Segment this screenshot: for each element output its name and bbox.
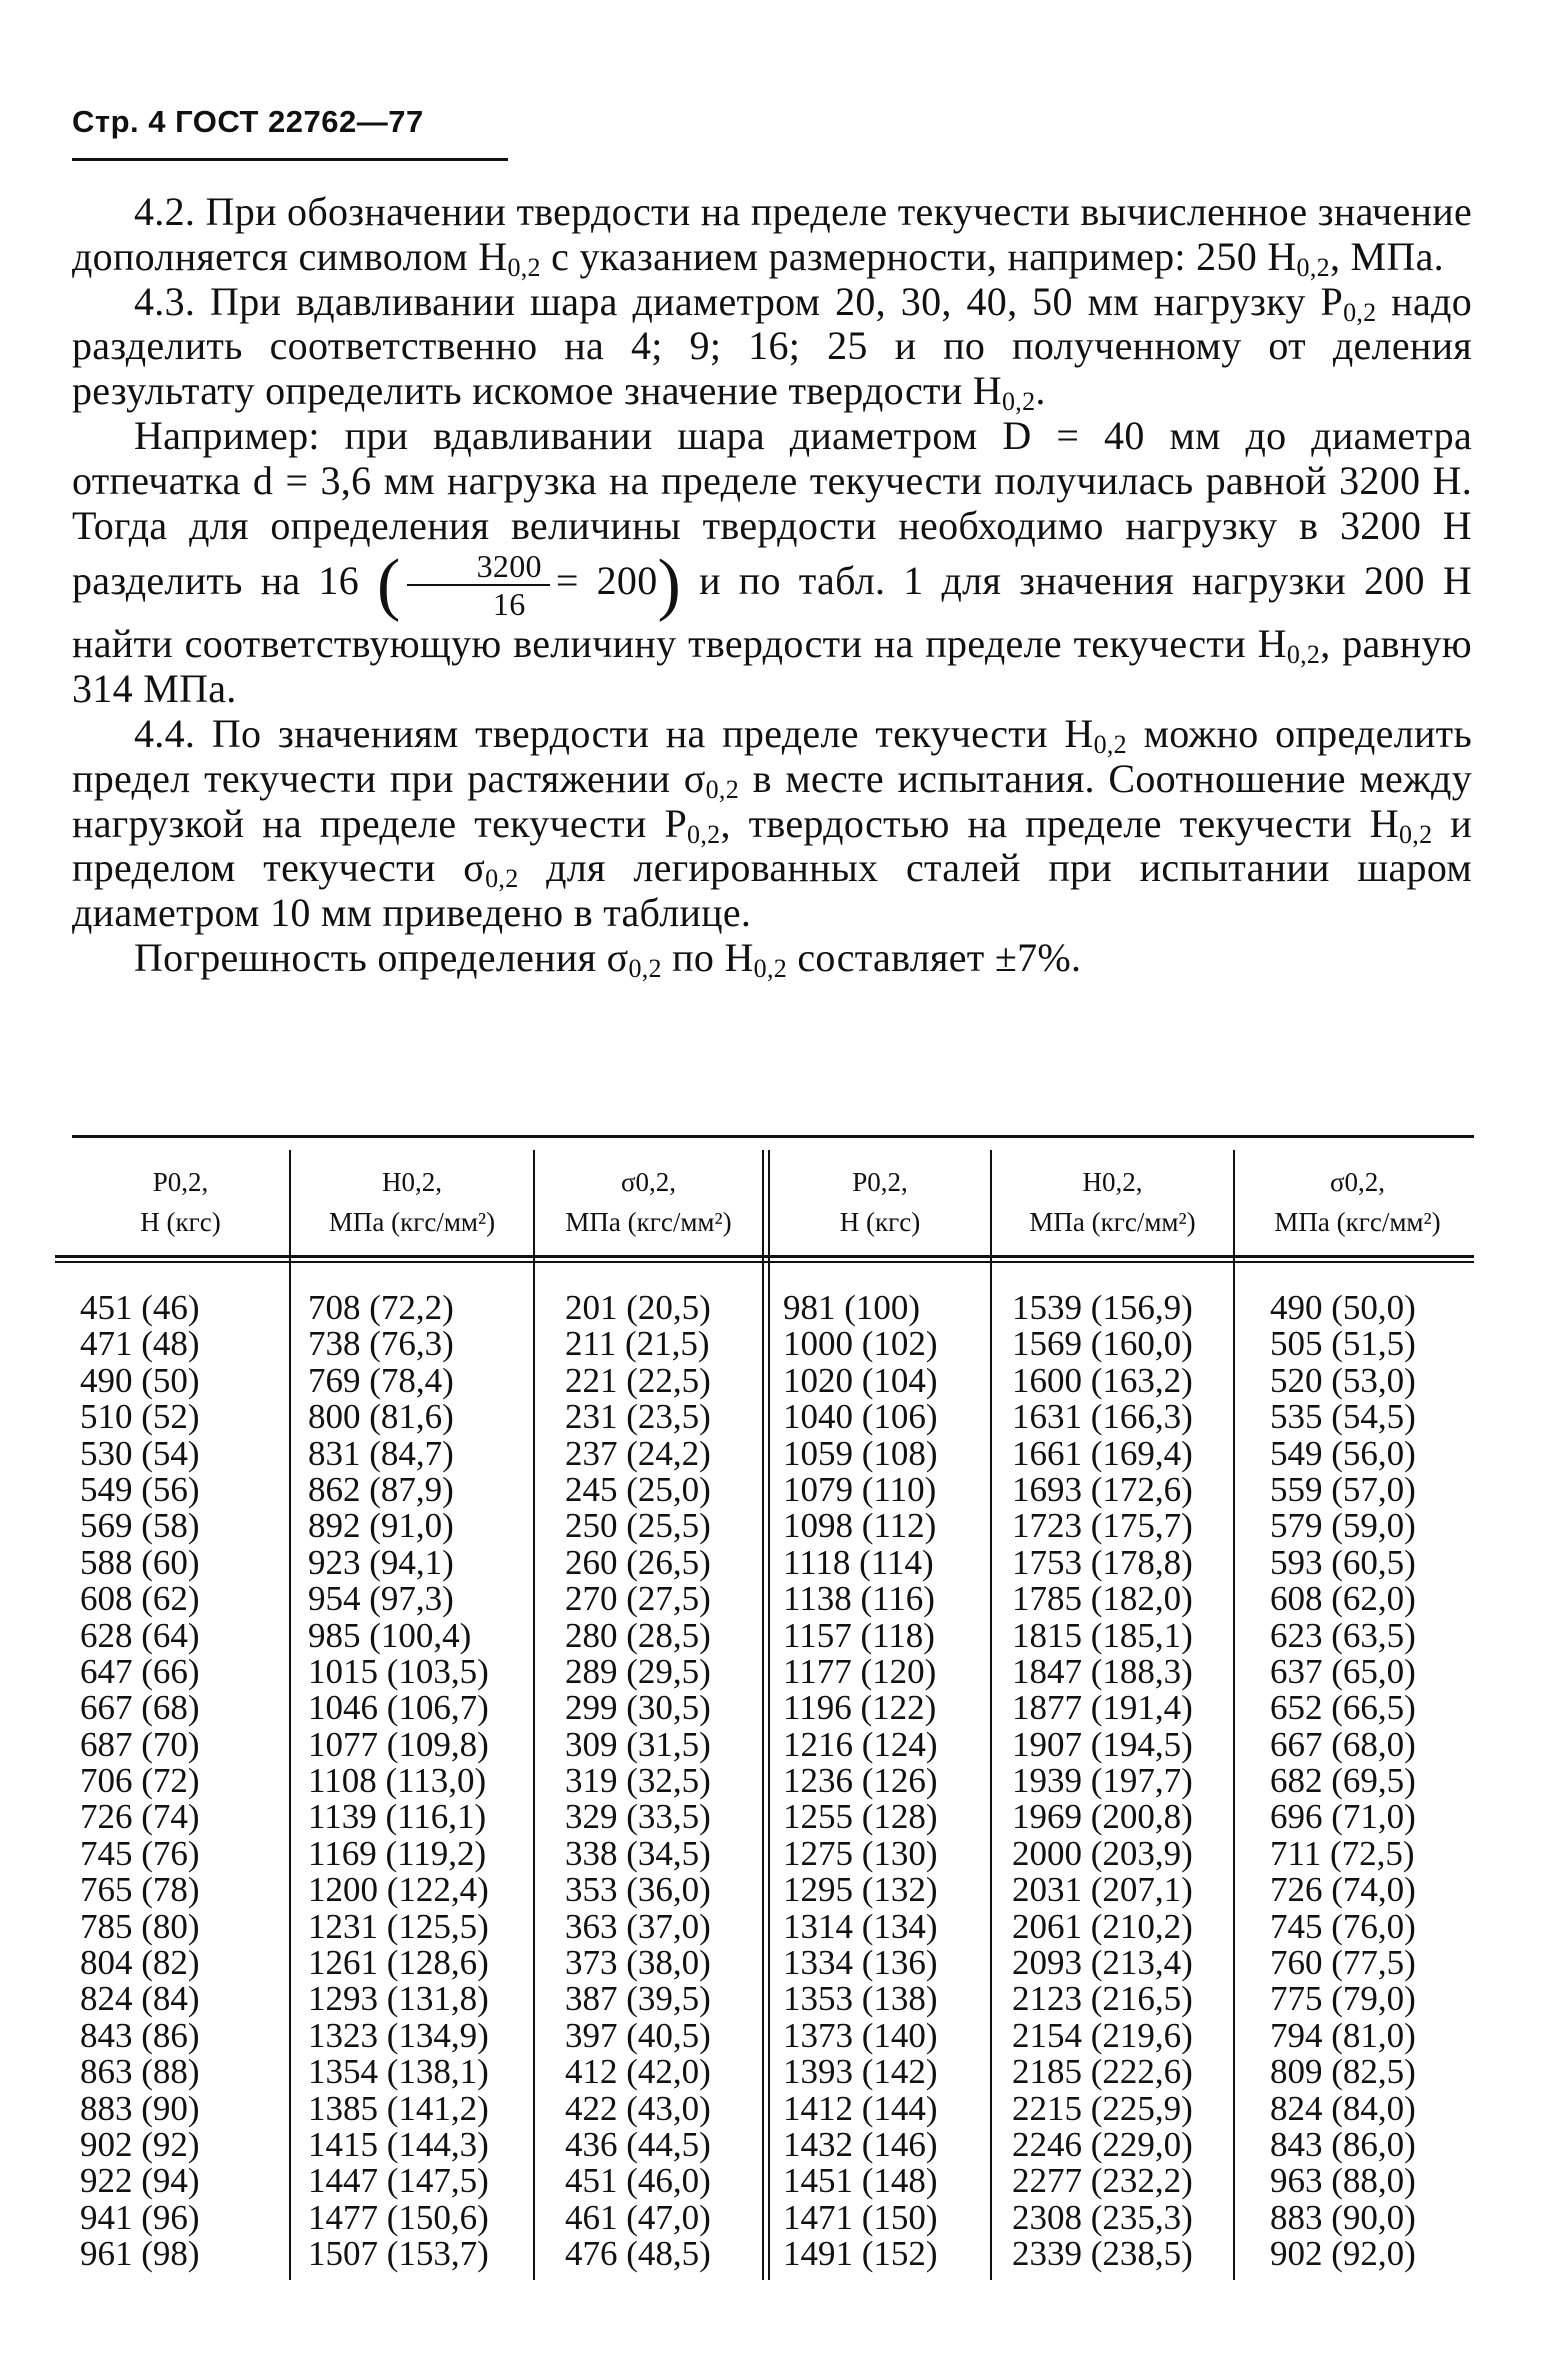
table-cell: 862 (87,9) bbox=[308, 1469, 454, 1509]
table-cell: 1631 (166,3) bbox=[1012, 1397, 1193, 1437]
paragraph-4-4: 4.4. По значениям твердости на пределе текучести $H_{0,2}$ можно определить предел текучести при растяжении $\sigma_{0,2}$ в месте испытания. Соотношение между нагрузкой на пределе текучести $P_{0,2}$, твердостью на пределе текучести $H_{0,2}$ и пределом текучести $\sigma_{0,2}$ для легированных сталей при испытании шаром диаметром 10 мм приведено в таблице. bbox=[72, 710, 1472, 936]
table-cell: 397 (40,5) bbox=[565, 2015, 711, 2055]
table-cell: 1015 (103,5) bbox=[308, 1651, 489, 1691]
table-cell: 1393 (142) bbox=[783, 2052, 938, 2092]
table-cell: 461 (47,0) bbox=[565, 2197, 711, 2237]
table-cell: 1600 (163,2) bbox=[1012, 1360, 1193, 1400]
column-divider-double bbox=[768, 1150, 770, 2280]
example-paragraph: Например: при вдавливании шара диаметром D = 40 мм до диаметра отпечатка d = 3,6 мм нагрузка на пределе текучести получилась равной 3200 Н. Тогда для определения величины твердости необходимо нагрузку в 3200 Н разделить на 16 ( $\frac{3200}{16}$ = 200) и по табл. 1 для значения нагрузки 200 Н найти соответствующую величину твердости на пределе текучести $H_{0,2}$, равную 314 МПа. bbox=[72, 412, 1473, 712]
table-cell: 549 (56) bbox=[80, 1469, 200, 1509]
table-cell: 2093 (213,4) bbox=[1012, 1943, 1193, 1983]
table-cell: 201 (20,5) bbox=[565, 1288, 711, 1327]
table-column-p02 bbox=[80, 1290, 200, 2273]
table-cell: 1079 (110) bbox=[783, 1469, 937, 1509]
table-cell: 289 (29,5) bbox=[565, 1651, 711, 1691]
header-rule bbox=[72, 158, 508, 161]
table-cell: 1373 (140) bbox=[783, 2015, 938, 2055]
table-cell: 520 (53,0) bbox=[1270, 1360, 1416, 1400]
table-cell: 2277 (232,2) bbox=[1012, 2161, 1193, 2201]
table-cell: 1275 (130) bbox=[783, 1833, 938, 1873]
table-cell: 1447 (147,5) bbox=[308, 2161, 489, 2201]
table-cell: 569 (58) bbox=[80, 1506, 200, 1546]
table-cell: 863 (88) bbox=[80, 2052, 200, 2092]
table-cell: 1261 (128,6) bbox=[308, 1943, 489, 1983]
table-cell: 329 (33,5) bbox=[565, 1797, 711, 1837]
table-cell: 1255 (128) bbox=[783, 1797, 938, 1837]
table-cell: 706 (72) bbox=[80, 1761, 200, 1801]
column-divider bbox=[990, 1150, 992, 2280]
table-cell: 804 (82) bbox=[80, 1943, 200, 1983]
table-cell: 1569 (160,0) bbox=[1012, 1324, 1193, 1364]
table-cell: 922 (94) bbox=[80, 2161, 200, 2201]
table-cell: 745 (76) bbox=[80, 1833, 200, 1873]
table-cell: 1177 (120) bbox=[783, 1651, 937, 1691]
table-cell: 1661 (169,4) bbox=[1012, 1433, 1193, 1473]
table-cell: 319 (32,5) bbox=[565, 1761, 711, 1801]
table-cell: 2308 (235,3) bbox=[1012, 2197, 1193, 2237]
table-cell: 588 (60) bbox=[80, 1542, 200, 1582]
table-cell: 1723 (175,7) bbox=[1012, 1506, 1193, 1546]
column-divider bbox=[289, 1150, 291, 2280]
table-cell: 608 (62,0) bbox=[1270, 1579, 1416, 1619]
table-cell: 711 (72,5) bbox=[1270, 1833, 1415, 1873]
table-cell: 760 (77,5) bbox=[1270, 1943, 1416, 1983]
table-cell: 687 (70) bbox=[80, 1724, 200, 1764]
table-cell: 530 (54) bbox=[80, 1433, 200, 1473]
table-header-cell: P0,2, Н (кгс) bbox=[839, 1167, 921, 1237]
table-cell: 579 (59,0) bbox=[1270, 1506, 1416, 1546]
table-cell: 451 (46,0) bbox=[565, 2161, 711, 2201]
table-cell: 338 (34,5) bbox=[565, 1833, 711, 1873]
table-cell: 1354 (138,1) bbox=[308, 2052, 489, 2092]
table-cell: 1077 (109,8) bbox=[308, 1724, 489, 1764]
table-cell: 1539 (156,9) bbox=[1012, 1288, 1193, 1327]
table-cell: 1118 (114) bbox=[783, 1542, 934, 1582]
table-cell: 2061 (210,2) bbox=[1012, 1906, 1193, 1946]
table-column-h02 bbox=[308, 1290, 489, 2273]
table-cell: 436 (44,5) bbox=[565, 2124, 711, 2164]
table-cell: 280 (28,5) bbox=[565, 1615, 711, 1655]
table-cell: 549 (56,0) bbox=[1270, 1433, 1416, 1473]
table-cell: 260 (26,5) bbox=[565, 1542, 711, 1582]
table-cell: 726 (74) bbox=[80, 1797, 200, 1837]
table-cell: 490 (50,0) bbox=[1270, 1288, 1416, 1327]
table-cell: 1969 (200,8) bbox=[1012, 1797, 1193, 1837]
table-cell: 696 (71,0) bbox=[1270, 1797, 1416, 1837]
table-cell: 963 (88,0) bbox=[1270, 2161, 1416, 2201]
table-cell: 270 (27,5) bbox=[565, 1579, 711, 1619]
table-cell: 1108 (113,0) bbox=[308, 1761, 487, 1801]
table-cell: 941 (96) bbox=[80, 2197, 200, 2237]
table-cell: 2339 (238,5) bbox=[1012, 2234, 1193, 2274]
table-cell: 1098 (112) bbox=[783, 1506, 937, 1546]
column-divider-double bbox=[762, 1150, 764, 2280]
table-cell: 745 (76,0) bbox=[1270, 1906, 1416, 1946]
table-cell: 785 (80) bbox=[80, 1906, 200, 1946]
table-cell: 1907 (194,5) bbox=[1012, 1724, 1193, 1764]
table-cell: 1236 (126) bbox=[783, 1761, 938, 1801]
table-cell: 1385 (141,2) bbox=[308, 2088, 489, 2128]
page-header: Стр. 4 ГОСТ 22762—77 bbox=[72, 104, 424, 139]
table-cell: 2154 (219,6) bbox=[1012, 2015, 1193, 2055]
table-header-cell: H0,2, МПа (кгс/мм²) bbox=[328, 1167, 496, 1237]
table-header-rule bbox=[55, 1255, 1474, 1258]
table-cell: 1334 (136) bbox=[783, 1943, 938, 1983]
table-cell: 221 (22,5) bbox=[565, 1360, 711, 1400]
table-cell: 652 (66,5) bbox=[1270, 1688, 1416, 1728]
table-top-rule bbox=[72, 1135, 1474, 1138]
table-cell: 1785 (182,0) bbox=[1012, 1579, 1193, 1619]
table-column-p02-2 bbox=[783, 1290, 938, 2273]
table-cell: 809 (82,5) bbox=[1270, 2052, 1416, 2092]
table-cell: 1000 (102) bbox=[783, 1324, 938, 1364]
table-cell: 593 (60,5) bbox=[1270, 1542, 1416, 1582]
table-cell: 1216 (124) bbox=[783, 1724, 938, 1764]
table-cell: 1200 (122,4) bbox=[308, 1870, 489, 1910]
table-cell: 373 (38,0) bbox=[565, 1943, 711, 1983]
column-divider bbox=[533, 1150, 535, 2280]
table-cell: 471 (48) bbox=[80, 1324, 200, 1364]
table-cell: 608 (62) bbox=[80, 1579, 200, 1619]
table-cell: 1451 (148) bbox=[783, 2161, 938, 2201]
table-cell: 1693 (172,6) bbox=[1012, 1469, 1193, 1509]
table-cell: 353 (36,0) bbox=[565, 1870, 711, 1910]
table-cell: 1477 (150,6) bbox=[308, 2197, 489, 2237]
table-cell: 2215 (225,9) bbox=[1012, 2088, 1193, 2128]
table-cell: 211 (21,5) bbox=[565, 1324, 710, 1364]
table-cell: 299 (30,5) bbox=[565, 1688, 711, 1728]
table-cell: 1196 (122) bbox=[783, 1688, 937, 1728]
table-cell: 1471 (150) bbox=[783, 2197, 938, 2237]
table-cell: 1815 (185,1) bbox=[1012, 1615, 1193, 1655]
column-divider bbox=[1233, 1150, 1235, 2280]
table-header-cell: σ0,2, МПа (кгс/мм²) bbox=[1274, 1167, 1441, 1237]
table-cell: 800 (81,6) bbox=[308, 1397, 454, 1437]
table-header-rule-2 bbox=[55, 1261, 1474, 1263]
table-cell: 765 (78) bbox=[80, 1870, 200, 1910]
table-cell: 2000 (203,9) bbox=[1012, 1833, 1193, 1873]
body-text bbox=[72, 190, 1472, 981]
table-cell: 981 (100) bbox=[783, 1288, 921, 1327]
table-cell: 451 (46) bbox=[80, 1288, 200, 1327]
table-cell: 1507 (153,7) bbox=[308, 2234, 489, 2274]
table-cell: 309 (31,5) bbox=[565, 1724, 711, 1764]
table-cell: 505 (51,5) bbox=[1270, 1324, 1416, 1364]
table-cell: 490 (50) bbox=[80, 1360, 200, 1400]
fraction: $\frac{3200}{16}$ bbox=[407, 548, 550, 622]
table-cell: 647 (66) bbox=[80, 1651, 200, 1691]
table-cell: 1295 (132) bbox=[783, 1870, 938, 1910]
table-cell: 2185 (222,6) bbox=[1012, 2052, 1193, 2092]
table-cell: 2031 (207,1) bbox=[1012, 1870, 1193, 1910]
table-cell: 1139 (116,1) bbox=[308, 1797, 487, 1837]
table-header-cell: H0,2, МПа (кгс/мм²) bbox=[1029, 1167, 1196, 1237]
table-cell: 2246 (229,0) bbox=[1012, 2124, 1193, 2164]
table-cell: 623 (63,5) bbox=[1270, 1615, 1416, 1655]
table-cell: 637 (65,0) bbox=[1270, 1651, 1416, 1691]
table-column-sigma02-2 bbox=[1270, 1290, 1416, 2273]
table-cell: 510 (52) bbox=[80, 1397, 200, 1437]
table-cell: 1323 (134,9) bbox=[308, 2015, 489, 2055]
table-cell: 1432 (146) bbox=[783, 2124, 938, 2164]
table-cell: 708 (72,2) bbox=[308, 1288, 454, 1327]
table-cell: 231 (23,5) bbox=[565, 1397, 711, 1437]
table-cell: 843 (86,0) bbox=[1270, 2124, 1416, 2164]
table-cell: 1046 (106,7) bbox=[308, 1688, 489, 1728]
table-cell: 824 (84,0) bbox=[1270, 2088, 1416, 2128]
table-cell: 667 (68,0) bbox=[1270, 1724, 1416, 1764]
table-cell: 769 (78,4) bbox=[308, 1360, 454, 1400]
table-cell: 476 (48,5) bbox=[565, 2234, 711, 2274]
table-cell: 535 (54,5) bbox=[1270, 1397, 1416, 1437]
table-cell: 923 (94,1) bbox=[308, 1542, 454, 1582]
table-cell: 1412 (144) bbox=[783, 2088, 938, 2128]
table-cell: 1314 (134) bbox=[783, 1906, 938, 1946]
table-cell: 1231 (125,5) bbox=[308, 1906, 489, 1946]
table-cell: 892 (91,0) bbox=[308, 1506, 454, 1546]
paragraph-4-2: 4.2. При обозначении твердости на пределе текучести вычисленное значение дополняется символом $H_{0,2}$ с указанием размерности, например: 250 $H_{0,2}$, МПа. bbox=[72, 189, 1472, 282]
table-cell: 726 (74,0) bbox=[1270, 1870, 1416, 1910]
table-cell: 902 (92) bbox=[80, 2124, 200, 2164]
table-cell: 412 (42,0) bbox=[565, 2052, 711, 2092]
table-cell: 843 (86) bbox=[80, 2015, 200, 2055]
table-cell: 1353 (138) bbox=[783, 1979, 938, 2019]
table-cell: 961 (98) bbox=[80, 2234, 200, 2274]
table-cell: 954 (97,3) bbox=[308, 1579, 454, 1619]
table-cell: 1753 (178,8) bbox=[1012, 1542, 1193, 1582]
error-paragraph: Погрешность определения $\sigma_{0,2}$ по $H_{0,2}$ составляет ±7%. bbox=[134, 934, 1082, 983]
table-cell: 422 (43,0) bbox=[565, 2088, 711, 2128]
table-cell: 985 (100,4) bbox=[308, 1615, 472, 1655]
paragraph-4-3: 4.3. При вдавливании шара диаметром 20, 30, 40, 50 мм нагрузку $P_{0,2}$ надо разделить соответственно на 4; 9; 16; 25 и по полученному от деления результату определить искомое значение твердости $H_{0,2}$. bbox=[72, 278, 1472, 417]
table-cell: 775 (79,0) bbox=[1270, 1979, 1416, 2019]
table-cell: 559 (57,0) bbox=[1270, 1469, 1416, 1509]
table-cell: 1847 (188,3) bbox=[1012, 1651, 1193, 1691]
table-cell: 1169 (119,2) bbox=[308, 1833, 487, 1873]
table-header-cell: P0,2, Н (кгс) bbox=[140, 1167, 221, 1237]
table-cell: 667 (68) bbox=[80, 1688, 200, 1728]
table-cell: 1415 (144,3) bbox=[308, 2124, 489, 2164]
table-cell: 363 (37,0) bbox=[565, 1906, 711, 1946]
table-cell: 1877 (191,4) bbox=[1012, 1688, 1193, 1728]
table-cell: 682 (69,5) bbox=[1270, 1761, 1416, 1801]
table-cell: 237 (24,2) bbox=[565, 1433, 711, 1473]
table-cell: 1157 (118) bbox=[783, 1615, 935, 1655]
table-cell: 387 (39,5) bbox=[565, 1979, 711, 2019]
table-cell: 1040 (106) bbox=[783, 1397, 938, 1437]
table-cell: 824 (84) bbox=[80, 1979, 200, 2019]
table-cell: 902 (92,0) bbox=[1270, 2234, 1416, 2274]
table-cell: 1059 (108) bbox=[783, 1433, 938, 1473]
table-cell: 1293 (131,8) bbox=[308, 1979, 489, 2019]
table-cell: 794 (81,0) bbox=[1270, 2015, 1416, 2055]
table-cell: 628 (64) bbox=[80, 1615, 200, 1655]
table-cell: 883 (90) bbox=[80, 2088, 200, 2128]
table-cell: 1138 (116) bbox=[783, 1579, 935, 1619]
table-cell: 2123 (216,5) bbox=[1012, 1979, 1193, 2019]
table-cell: 245 (25,0) bbox=[565, 1469, 711, 1509]
table-cell: 883 (90,0) bbox=[1270, 2197, 1416, 2237]
table-column-sigma02 bbox=[565, 1290, 711, 2273]
table-header-cell: σ0,2, МПа (кгс/мм²) bbox=[565, 1167, 732, 1237]
table-cell: 1020 (104) bbox=[783, 1360, 938, 1400]
table-cell: 738 (76,3) bbox=[308, 1324, 454, 1364]
table-column-h02-2 bbox=[1012, 1290, 1193, 2273]
table-cell: 250 (25,5) bbox=[565, 1506, 711, 1546]
table-cell: 1939 (197,7) bbox=[1012, 1761, 1193, 1801]
table-cell: 1491 (152) bbox=[783, 2234, 938, 2274]
table-cell: 831 (84,7) bbox=[308, 1433, 454, 1473]
